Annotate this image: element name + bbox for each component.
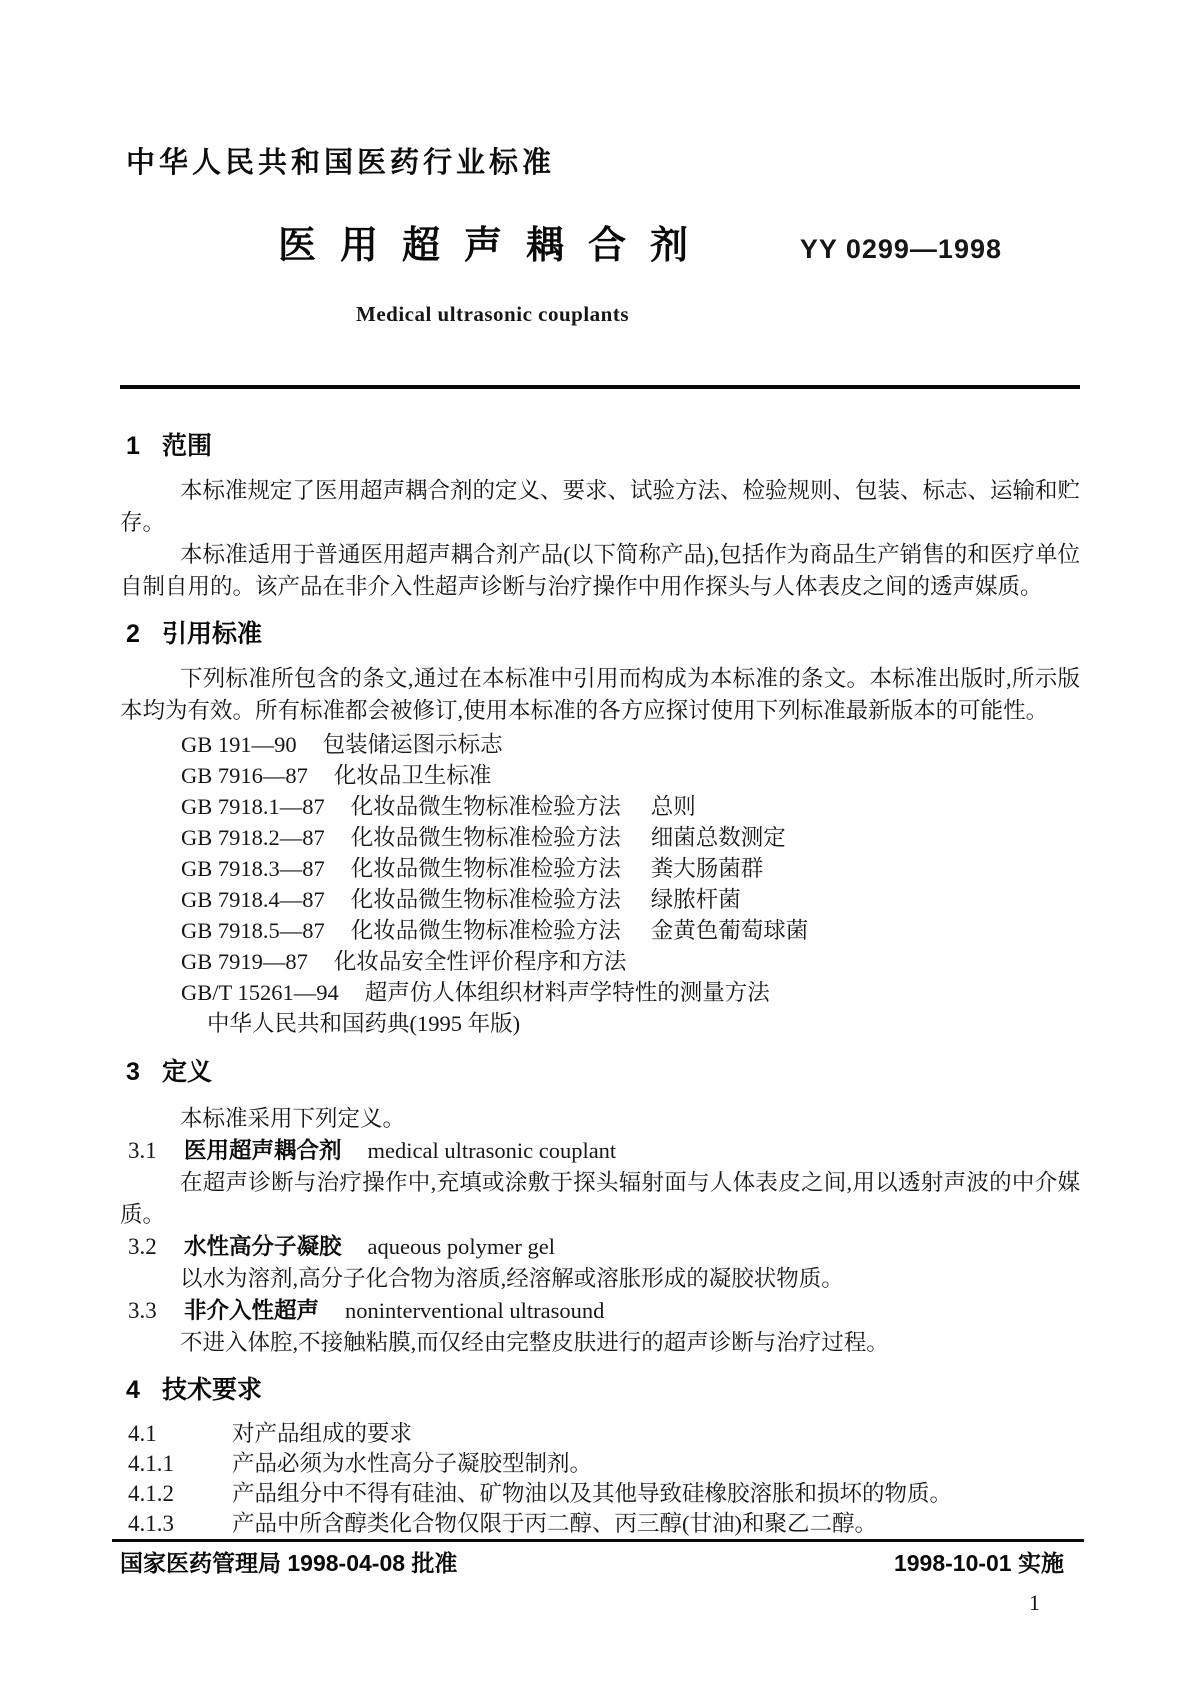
reference-name: 化妆品微生物标准检验方法 (350, 825, 621, 850)
page-number: 1 (1029, 1590, 1040, 1615)
footer-divider-rule (112, 1539, 1084, 1542)
reference-code: GB 7918.1—87 (181, 794, 325, 819)
approval-notice: 国家医药管理局 1998-04-08 批准 (120, 1550, 458, 1576)
reference-item (181, 791, 1080, 822)
implementation-notice: 1998-10-01 实施 (893, 1550, 1064, 1576)
definition-3-1-term-row (120, 1135, 1080, 1167)
reference-item (181, 729, 1080, 760)
clause-number: 4.1.2 (128, 1481, 174, 1506)
clause-4-1-2-row (120, 1479, 1080, 1509)
section-4-number: 4 (126, 1376, 140, 1404)
reference-item (181, 884, 1080, 915)
reference-code: GB 7918.3—87 (181, 856, 325, 881)
reference-name: 化妆品微生物标准检验方法 (350, 856, 621, 881)
clause-text: 产品必须为水性高分子凝胶型制剂。 (232, 1451, 593, 1476)
clause-4-1-row (120, 1419, 1080, 1449)
section-1-paragraph-1: 本标准规定了医用超声耦合剂的定义、要求、试验方法、检验规则、包装、标志、运输和贮存。 (120, 478, 1081, 535)
definition-term-cn: 水性高分子凝胶 (184, 1234, 342, 1259)
definition-term-en: noninterventional ultrasound (345, 1298, 605, 1323)
reference-item (181, 853, 1080, 884)
clause-number: 4.1.1 (128, 1451, 174, 1476)
section-3-title: 定义 (162, 1058, 213, 1086)
title-row (120, 222, 1080, 273)
section-1-heading (120, 431, 1080, 461)
definition-number: 3.2 (128, 1234, 157, 1259)
reference-part: 总则 (650, 794, 696, 819)
clause-number: 4.1 (128, 1421, 157, 1446)
definition-term-cn: 非介入性超声 (184, 1298, 320, 1323)
definition-term-en: medical ultrasonic couplant (367, 1138, 617, 1163)
reference-item (181, 822, 1080, 853)
reference-name: 化妆品微生物标准检验方法 (350, 918, 621, 943)
reference-part: 金黄色葡萄球菌 (650, 918, 809, 943)
reference-standards-list (120, 729, 1080, 1039)
reference-code: GB 7918.2—87 (181, 825, 325, 850)
reference-name: 化妆品安全性评价程序和方法 (333, 949, 627, 974)
section-4-title: 技术要求 (162, 1376, 263, 1404)
definition-3-3-body: 不进入体腔,不接触粘膜,而仅经由完整皮肤进行的超声诊断与治疗过程。 (180, 1330, 889, 1355)
standard-org-header: 中华人民共和国医药行业标准 (126, 147, 556, 179)
definition-number: 3.3 (128, 1298, 157, 1323)
definition-term-en: aqueous polymer gel (367, 1234, 555, 1259)
section-2-heading (120, 619, 1080, 649)
section-4-heading (120, 1375, 1080, 1405)
definition-3-3-term-row (120, 1295, 1080, 1327)
reference-part: 细菌总数测定 (650, 825, 786, 850)
reference-part: 粪大肠菌群 (650, 856, 764, 881)
reference-item (181, 760, 1080, 791)
reference-code: GB/T 15261—94 (181, 980, 339, 1005)
footer-row (120, 1550, 1080, 1576)
section-3-number: 3 (126, 1058, 140, 1086)
reference-name: 包装储运图示标志 (322, 732, 503, 757)
reference-code: GB 7916—87 (181, 763, 308, 788)
clause-text: 产品组分中不得有硅油、矿物油以及其他导致硅橡胶溶胀和损坏的物质。 (232, 1481, 953, 1506)
section-1-title: 范围 (162, 432, 213, 460)
clause-text: 产品中所含醇类化合物仅限于丙二醇、丙三醇(甘油)和聚乙二醇。 (232, 1511, 877, 1536)
clause-4-1-1-row (120, 1449, 1080, 1479)
definition-3-2-term-row (120, 1231, 1080, 1263)
reference-name: 化妆品卫生标准 (333, 763, 492, 788)
reference-item (181, 1008, 1080, 1039)
standard-number: YY 0299—1998 (799, 234, 1002, 264)
reference-item (181, 946, 1080, 977)
definition-number: 3.1 (128, 1138, 157, 1163)
section-1-number: 1 (126, 432, 140, 460)
reference-code: GB 7919—87 (181, 949, 308, 974)
document-title-en: Medical ultrasonic couplants (356, 302, 630, 326)
section-3-heading (120, 1057, 1080, 1087)
reference-item (181, 915, 1080, 946)
header-divider-rule (120, 385, 1080, 389)
definition-term-cn: 医用超声耦合剂 (184, 1138, 342, 1163)
clause-title: 对产品组成的要求 (232, 1421, 413, 1446)
section-3-intro: 本标准采用下列定义。 (180, 1106, 406, 1131)
reference-name: 化妆品微生物标准检验方法 (350, 887, 621, 912)
reference-name: 中华人民共和国药典(1995 年版) (207, 1011, 521, 1036)
clause-4-1-3-row (120, 1509, 1080, 1539)
reference-name: 超声仿人体组织材料声学特性的测量方法 (364, 980, 770, 1005)
reference-part: 绿脓杆菌 (650, 887, 741, 912)
section-1-paragraph-2: 本标准适用于普通医用超声耦合剂产品(以下简称产品),包括作为商品生产销售的和医疗单位自制自用的。该产品在非介入性超声诊断与治疗操作中用作探头与人体表皮之间的透声媒质。 (120, 542, 1080, 599)
reference-code: GB 191—90 (181, 732, 297, 757)
reference-name: 化妆品微生物标准检验方法 (350, 794, 621, 819)
definition-3-1-body: 在超声诊断与治疗操作中,充填或涂敷于探头辐射面与人体表皮之间,用以透射声波的中介媒质。 (120, 1170, 1080, 1227)
section-2-title: 引用标准 (162, 620, 263, 648)
reference-code: GB 7918.4—87 (181, 887, 325, 912)
section-2-intro: 下列标准所包含的条文,通过在本标准中引用而构成为本标准的条文。本标准出版时,所示版本均为有效。所有标准都会被修订,使用本标准的各方应探讨使用下列标准最新版本的可能性。 (120, 666, 1080, 723)
reference-code: GB 7918.5—87 (181, 918, 325, 943)
definition-3-2-body: 以水为溶剂,高分子化合物为溶质,经溶解或溶胀形成的凝胶状物质。 (180, 1266, 844, 1291)
reference-item (181, 977, 1080, 1008)
clause-number: 4.1.3 (128, 1511, 174, 1536)
document-title-cn: 医用超声耦合剂 (278, 225, 713, 267)
section-2-number: 2 (126, 620, 140, 648)
